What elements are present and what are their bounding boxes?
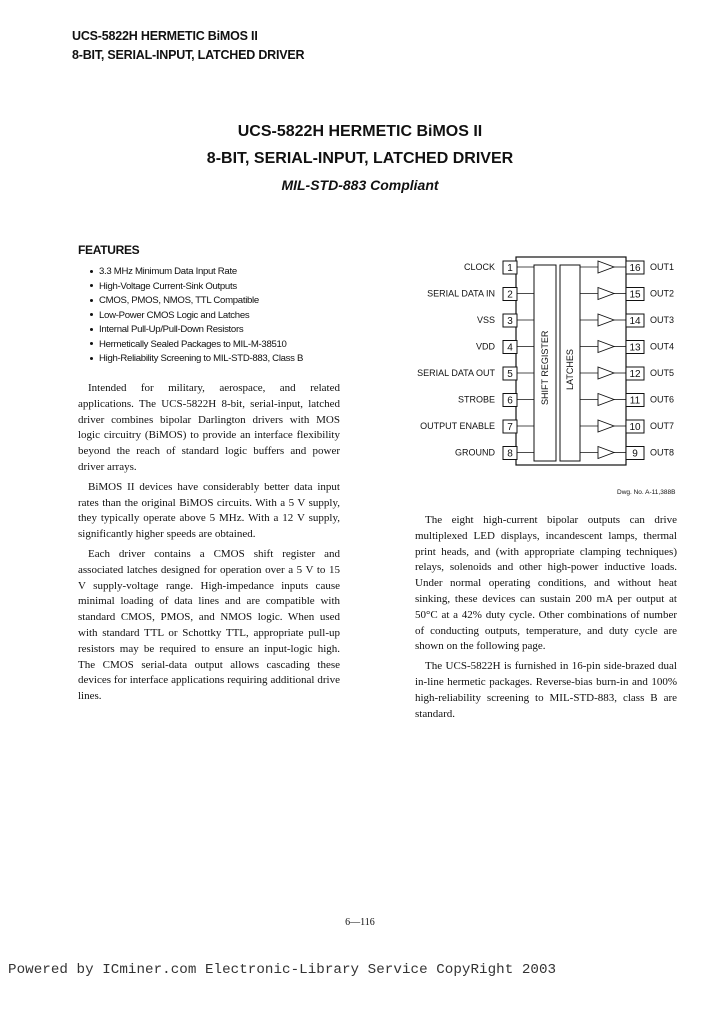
- pin-number: 7: [507, 422, 513, 433]
- right-pin-16: [580, 261, 674, 274]
- pin-label: OUT3: [650, 315, 675, 325]
- left-pin-2: [427, 288, 534, 301]
- left-pin-7: [420, 420, 534, 433]
- body-paragraph: The eight high-current bipolar outputs can drive multiplexed LED displays, incandescent lamps, thermal print heads, and (with appropriate clamping techniques) relays, solenoids and other high-power inductive loads. Under normal operating conditions, and without heat sinking, these devices can sustain 200 mA per output at 50°C at a 42% duty cycle. Other combinations of number of conducting outputs, temperature, and duty cycle are shown on the following page.: [415, 514, 677, 653]
- shift-register-label: SHIFT REGISTER: [540, 330, 550, 405]
- left-pin-5: [417, 367, 534, 380]
- bullet-icon: [90, 313, 93, 316]
- features-heading: FEATURES: [78, 243, 140, 257]
- pin-number: 6: [507, 395, 513, 407]
- driver-buffer-icon: [598, 261, 614, 273]
- feature-item: Hermetically Sealed Packages to MIL-M-38510: [90, 338, 303, 353]
- pin-number: 16: [629, 263, 641, 274]
- bullet-icon: [90, 342, 93, 345]
- right-pin-12: [580, 367, 674, 380]
- pin-number: 14: [629, 316, 641, 327]
- body-paragraph: Each driver contains a CMOS shift register and associated latches designed for operation over a 5 V to 15 V supply-voltage range. High-impedance inputs cause minimal loading of data lines and are compatible with standard CMOS, PMOS, and NMOS logic. When used with standard TTL or Schottky TTL, appropriate pull-up resistors may be required to ensure an input-logic high. The CMOS serial-data output allows cascading these devices for interface applications requiring additional drive lines.: [78, 547, 340, 703]
- left-pin-4: [476, 341, 534, 354]
- bullet-icon: [90, 284, 93, 287]
- latches-label: LATCHES: [565, 349, 575, 390]
- pin-number: 10: [629, 422, 641, 433]
- pin-label: STROBE: [457, 394, 495, 405]
- running-header-line1: UCS-5822H HERMETIC BiMOS II: [72, 29, 258, 43]
- compliance-title: MIL-STD-883 Compliant: [281, 177, 439, 193]
- feature-item: CMOS, PMOS, NMOS, TTL Compatible: [90, 294, 303, 309]
- right-pin-14: [580, 314, 674, 327]
- pin-label: OUT8: [650, 447, 675, 458]
- bullet-icon: [90, 299, 93, 302]
- right-body-column: [415, 513, 677, 726]
- feature-item: 3.3 MHz Minimum Data Input Rate: [90, 265, 303, 280]
- pin-label: SERIAL DATA OUT: [417, 368, 495, 378]
- page-subtitle: 8-BIT, SERIAL-INPUT, LATCHED DRIVER: [206, 150, 514, 167]
- right-pin-9: [580, 447, 674, 460]
- pin-label: VDD: [475, 341, 495, 352]
- pin-label: VSS: [476, 315, 495, 325]
- right-pin-13: [580, 341, 674, 354]
- left-pin-8: [455, 447, 534, 460]
- left-pin-6: [458, 394, 534, 407]
- driver-buffer-icon: [598, 314, 614, 326]
- right-pin-11: [580, 394, 674, 407]
- pin-label: GROUND: [455, 447, 495, 458]
- pin-number: 15: [629, 289, 641, 301]
- pin-number: 9: [632, 448, 638, 460]
- pin-number: 12: [629, 369, 641, 380]
- right-pin-10: [580, 420, 674, 433]
- left-body-column: [78, 381, 340, 709]
- pin-label: OUT6: [650, 394, 675, 405]
- pin-label: OUT7: [650, 421, 675, 431]
- left-pin-1: [464, 261, 534, 274]
- pin-label: SERIAL DATA IN: [427, 288, 495, 299]
- left-pin-3: [477, 314, 534, 327]
- feature-item: High-Reliability Screening to MIL-STD-883, Class B: [90, 352, 303, 367]
- pin-label: OUT5: [650, 368, 675, 378]
- bullet-icon: [90, 357, 93, 360]
- driver-buffer-icon: [598, 394, 614, 406]
- body-paragraph: BiMOS II devices have considerably better data input rates than the original BiMOS circuits. With a 5 V supply, they typically operate above 5 MHz. With a 12 V supply, significantly higher speeds are obtained.: [78, 480, 340, 541]
- driver-buffer-icon: [598, 367, 614, 379]
- right-pin-15: [580, 288, 674, 301]
- page-title: UCS-5822H HERMETIC BiMOS II: [237, 123, 483, 140]
- pin-number: 2: [507, 289, 513, 301]
- feature-item: Internal Pull-Up/Pull-Down Resistors: [90, 323, 303, 338]
- right-pins: [580, 261, 674, 460]
- bullet-icon: [90, 328, 93, 331]
- pin-label: CLOCK: [463, 262, 495, 272]
- driver-buffer-icon: [598, 420, 614, 432]
- pin-number: 13: [629, 342, 641, 354]
- pin-label: OUTPUT ENABLE: [420, 421, 495, 431]
- features-list: [90, 265, 303, 367]
- feature-item: Low-Power CMOS Logic and Latches: [90, 309, 303, 324]
- driver-buffer-icon: [598, 447, 614, 459]
- pin-number: 8: [507, 448, 513, 460]
- body-paragraph: The UCS-5822H is furnished in 16-pin side-brazed dual in-line hermetic packages. Reverse-bias burn-in and 100% high-reliability screening to MIL-STD-883, class B are standard.: [415, 660, 677, 720]
- running-header-line2: 8-BIT, SERIAL-INPUT, LATCHED DRIVER: [72, 48, 305, 62]
- body-paragraph: Intended for military, aerospace, and related applications. The UCS-5822H 8-bit, serial-input, latched driver combines bipolar Darlington drivers with MOS logic circuitry (BiMOS) to provide an interface flexibility beyond the reach of standard logic buffers and power driver arrays.: [78, 382, 340, 473]
- footer-watermark: Powered by ICminer.com Electronic-Library Service CopyRight 2003: [8, 962, 557, 978]
- pin-label: OUT1: [650, 262, 675, 272]
- pinout-diagram: [408, 255, 698, 475]
- pin-number: 11: [629, 395, 641, 407]
- pin-number: 4: [507, 342, 513, 354]
- feature-item: High-Voltage Current-Sink Outputs: [90, 280, 303, 295]
- pin-label: OUT4: [650, 341, 675, 352]
- bullet-icon: [90, 270, 93, 273]
- pin-number: 3: [507, 316, 513, 327]
- pin-number: 5: [507, 369, 513, 380]
- page-number: 6—116: [345, 917, 375, 928]
- driver-buffer-icon: [598, 288, 614, 300]
- pin-label: OUT2: [650, 288, 675, 299]
- drawing-number: Dwg. No. A-11,388B: [617, 489, 676, 496]
- driver-buffer-icon: [598, 341, 614, 353]
- pin-number: 1: [507, 263, 513, 274]
